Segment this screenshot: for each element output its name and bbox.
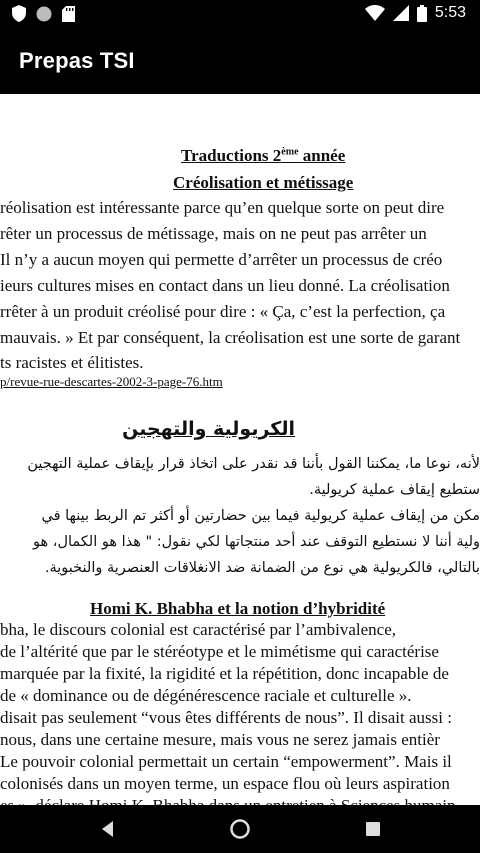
circle-icon <box>36 6 52 22</box>
sd-card-icon <box>62 6 75 22</box>
text-line: bha, le discours colonial est caractérisé par l’ambivalence, <box>0 620 397 639</box>
app-title: Prepas TSI <box>19 48 135 73</box>
text-line: Il n’y a aucun moyen qui permette d’arrêter un processus de créo <box>0 250 443 269</box>
text-line: mauvais. » Et par conséquent, la créolisation est une sorte de garant <box>0 328 461 347</box>
section-heading: Homi K. Bhabha et la notion d’hybridité <box>90 599 386 618</box>
text-line: Le pouvoir colonial permettait un certain “empowerment”. Mais il <box>0 752 452 771</box>
text-line: rrêter à un produit créolisé pour dire : « Ça, c’est la perfection, ça <box>0 302 446 321</box>
home-icon[interactable] <box>228 817 252 841</box>
recents-icon[interactable] <box>361 817 385 841</box>
text-line: de l’altérité que par le stéréotype et le mimétisme qui caractérise <box>0 642 439 661</box>
text-line: rêter un processus de métissage, mais on ne peut pas arrêter un <box>0 224 427 243</box>
text-line: disait pas seulement “vous êtes différents de nous”. Il disait aussi : <box>0 708 452 727</box>
arabic-line: بالتالي، فالكريولية هي نوع من الضمانة ضد الانغلاقات العنصرية والنخبوية. <box>44 560 480 576</box>
text-line: nous, dans une certaine mesure, mais vous ne serez jamais entièr <box>0 730 440 749</box>
navigation-bar <box>0 805 480 853</box>
arabic-line: لأنه، نوعا ما، يمكننا القول بأننا قد نقدر على اتخاذ قرار بإيقاف عملية التهجين <box>27 456 480 472</box>
arabic-line: ستطيع إيقاف عملية كريولية. <box>309 482 480 498</box>
text-line: réolisation est intéressante parce qu’en quelque sorte on peut dire <box>0 198 445 217</box>
title-main: Traductions 2 <box>181 146 282 165</box>
battery-icon <box>417 5 427 22</box>
text-line: ieurs cultures mises en contact dans un lieu donné. La créolisation <box>0 276 450 295</box>
signal-icon <box>393 5 409 21</box>
arabic-line: مكن من إيقاف عملية كريولية فيما بين حضارتين أو أكثر تم الربط بينها في <box>41 508 480 524</box>
back-icon[interactable] <box>96 817 120 841</box>
arabic-line: ولية أننا لا نستطيع التوقف عند أحد منتجاتها لكي نقول: " هذا هو الكمال، هو <box>33 534 480 550</box>
text-line: de « dominance ou de dégénérescence raciale et culturelle ». <box>0 686 412 705</box>
document-viewer[interactable] <box>0 94 480 805</box>
text-line: marquée par la fixité, la rigidité et la répétition, donc incapable de <box>0 664 449 683</box>
source-link[interactable]: p/revue-rue-descartes-2002-3-page-76.htm <box>0 374 223 389</box>
app-bar <box>0 28 480 94</box>
shield-icon <box>12 5 26 22</box>
status-bar <box>0 0 480 28</box>
status-time: 5:53 <box>434 4 466 21</box>
title-superscript: ème <box>281 146 299 158</box>
title-end: année <box>298 146 346 165</box>
wifi-icon <box>365 5 385 21</box>
text-line: colonisés dans un moyen terme, un espace flou où leurs aspiration <box>0 774 450 793</box>
arabic-title: الكريولية والتهجين <box>122 418 295 440</box>
document-subtitle: Créolisation et métissage <box>173 173 354 192</box>
text-line: ts racistes et élitistes. <box>0 353 144 372</box>
document-title <box>181 146 345 166</box>
